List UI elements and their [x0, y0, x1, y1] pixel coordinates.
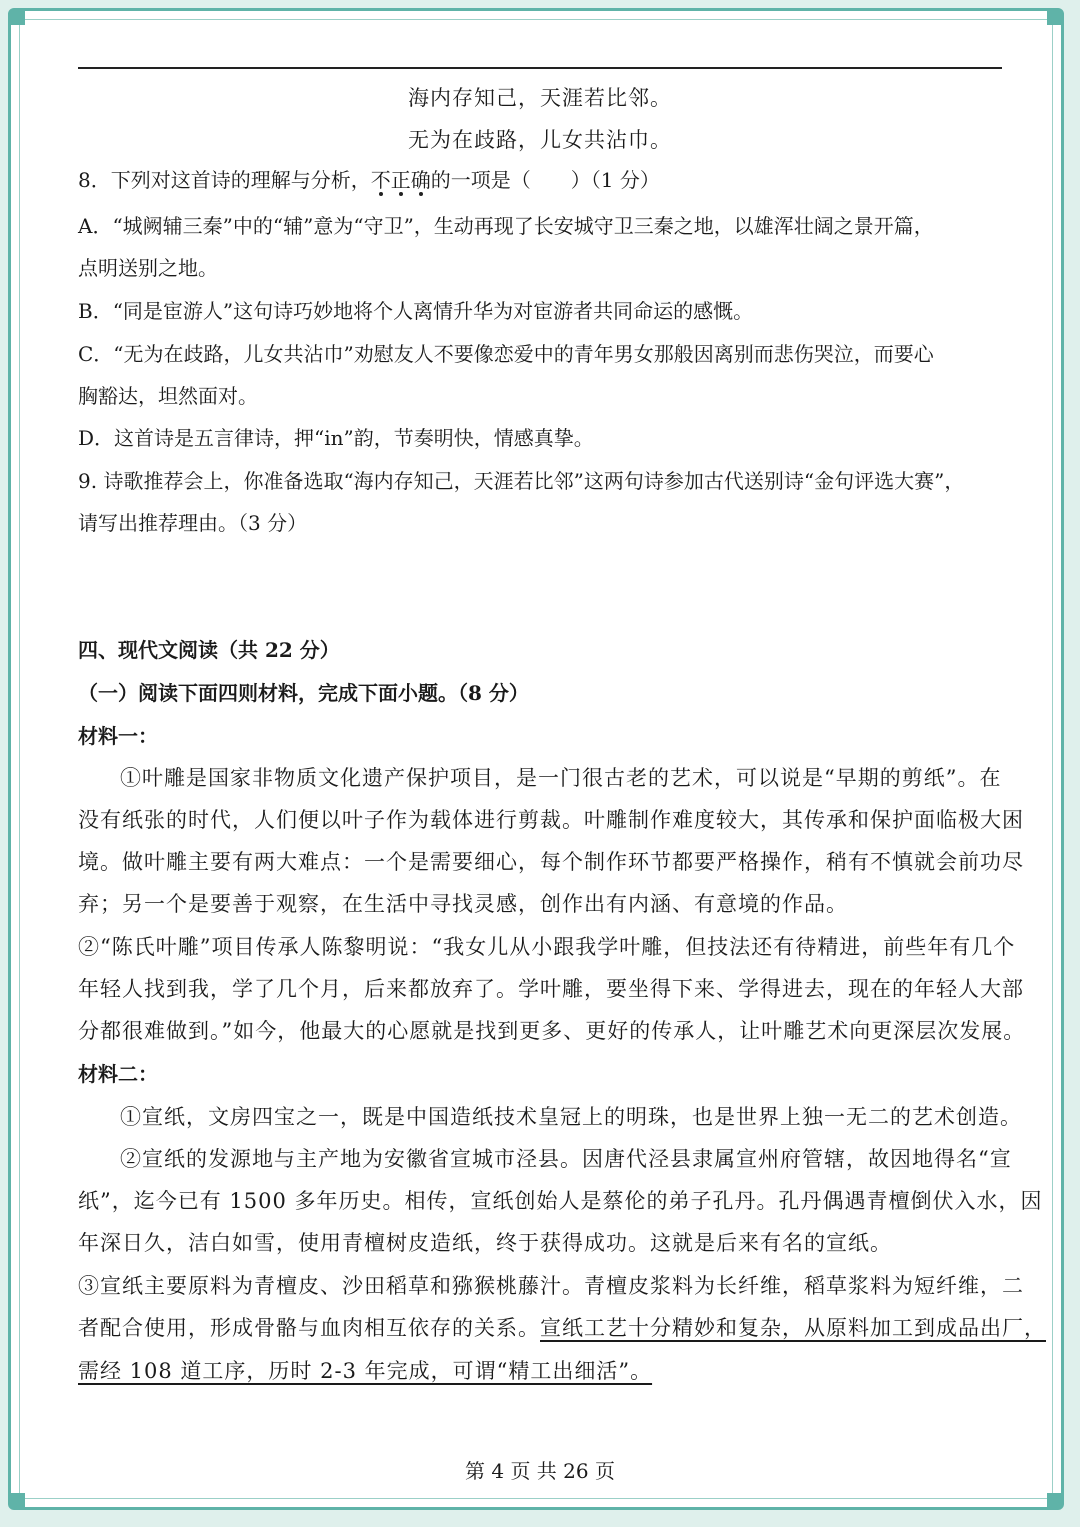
section-4-subtitle: （一）阅读下面四则材料，完成下面小题。（8 分）: [78, 681, 529, 705]
material-1-para: 没有纸张的时代，人们便以叶子作为载体进行剪裁。叶雕制作难度较大，其传承和保护面临极大困: [78, 808, 1024, 832]
material-2-para: ③宣纸主要原料为青檀皮、沙田稻草和猕猴桃藤汁。青檀皮浆料为长纤维，稻草浆料为短纤维，二: [78, 1274, 1024, 1298]
material-1-para: 弃；另一个是要善于观察，在生活中寻找灵感，创作出有内涵、有意境的作品。: [78, 892, 848, 916]
material-1-para: ①叶雕是国家非物质文化遗产保护项目，是一门很古老的艺术，可以说是“早期的剪纸”。在: [120, 766, 1002, 790]
poem-line-1: 海内存知己，天涯若比邻。: [408, 86, 672, 110]
question-9-cont: 请写出推荐理由。（3 分）: [78, 511, 308, 535]
underlined-text: 需经 108 道工序，历时 2-3 年完成，可谓“精工出细活”。: [78, 1359, 653, 1383]
page-number: 第 4 页 共 26 页: [465, 1459, 615, 1483]
emphasis-char: 正: [390, 168, 411, 192]
material-2-para: ②宣纸的发源地与主产地为安徽省宣城市泾县。因唐代泾县隶属宣州府管辖，故因地得名“宣: [120, 1147, 1012, 1171]
q8-option-d: D．这首诗是五言律诗，押“in”韵，节奏明快，情感真挚。: [78, 426, 594, 450]
material-1-para: 年轻人找到我，学了几个月，后来都放弃了。学叶雕，要坐得下来、学得进去，现在的年轻人大部: [78, 977, 1024, 1001]
q8-stem-post: 的一项是（ ）（1 分）: [430, 168, 660, 192]
q8-option-b: B．“同是宦游人”这句诗巧妙地将个人离情升华为对宦游者共同命运的感慨。: [78, 299, 754, 323]
material-2-para: 纸”，迄今已有 1500 多年历史。相传，宣纸创始人是蔡伦的弟子孔丹。孔丹偶遇青檀倒伏入水，因: [78, 1189, 1043, 1213]
material-2-text: 者配合使用，形成骨骼与血肉相互依存的关系。: [78, 1316, 540, 1340]
corner-ornament: [11, 1493, 25, 1507]
header-rule: [78, 67, 1002, 69]
material-2-heading: 材料二：: [78, 1062, 158, 1086]
question-8-stem: [78, 159, 1002, 201]
material-2-para: [78, 1350, 1002, 1392]
material-2-para: [78, 1307, 1046, 1349]
q8-option-c-cont: 胸豁达，坦然面对。: [78, 384, 258, 408]
question-9: 9. 诗歌推荐会上，你准备选取“海内存知己，天涯若比邻”这两句诗参加古代送别诗“金句评选大赛”，: [78, 469, 965, 493]
q8-option-a-cont: 点明送别之地。: [78, 256, 218, 280]
emphasis-char: 确: [410, 168, 431, 192]
material-1-para: 分都很难做到。”如今，他最大的心愿就是找到更多、更好的传承人，让叶雕艺术向更深层次发展。: [78, 1019, 1026, 1043]
material-1-heading: 材料一：: [78, 724, 158, 748]
underlined-text: 宣纸工艺十分精妙和复杂，从原料加工到成品出厂，: [540, 1316, 1046, 1340]
material-1-para: ②“陈氏叶雕”项目传承人陈黎明说：“我女儿从小跟我学叶雕，但技法还有待精进，前些年有几个: [78, 935, 1016, 959]
material-2-para: ①宣纸，文房四宝之一，既是中国造纸技术皇冠上的明珠，也是世界上独一无二的艺术创造。: [120, 1105, 1022, 1129]
section-4-title: 四、现代文阅读（共 22 分）: [78, 638, 340, 662]
corner-ornament: [1047, 11, 1061, 25]
material-1-para: 境。做叶雕主要有两大难点：一个是需要细心，每个制作环节都要严格操作，稍有不慎就会前功尽: [78, 850, 1024, 874]
corner-ornament: [1047, 1493, 1061, 1507]
poem-line-2: 无为在歧路，儿女共沾巾。: [408, 128, 672, 152]
q8-option-a: A．“城阙辅三秦”中的“辅”意为“守卫”，生动再现了长安城守卫三秦之地，以雄浑壮阔之景开篇，: [78, 214, 934, 238]
material-2-para: 年深日久，洁白如雪，使用青檀树皮造纸，终于获得成功。这就是后来有名的宣纸。: [78, 1231, 892, 1255]
q8-stem-pre: 8．下列对这首诗的理解与分析，: [78, 168, 371, 192]
emphasis-char: 不: [370, 168, 391, 192]
q8-option-c: C．“无为在歧路，儿女共沾巾”劝慰友人不要像恋爱中的青年男女那般因离别而悲伤哭泣，而要心: [78, 342, 934, 366]
corner-ornament: [11, 11, 25, 25]
